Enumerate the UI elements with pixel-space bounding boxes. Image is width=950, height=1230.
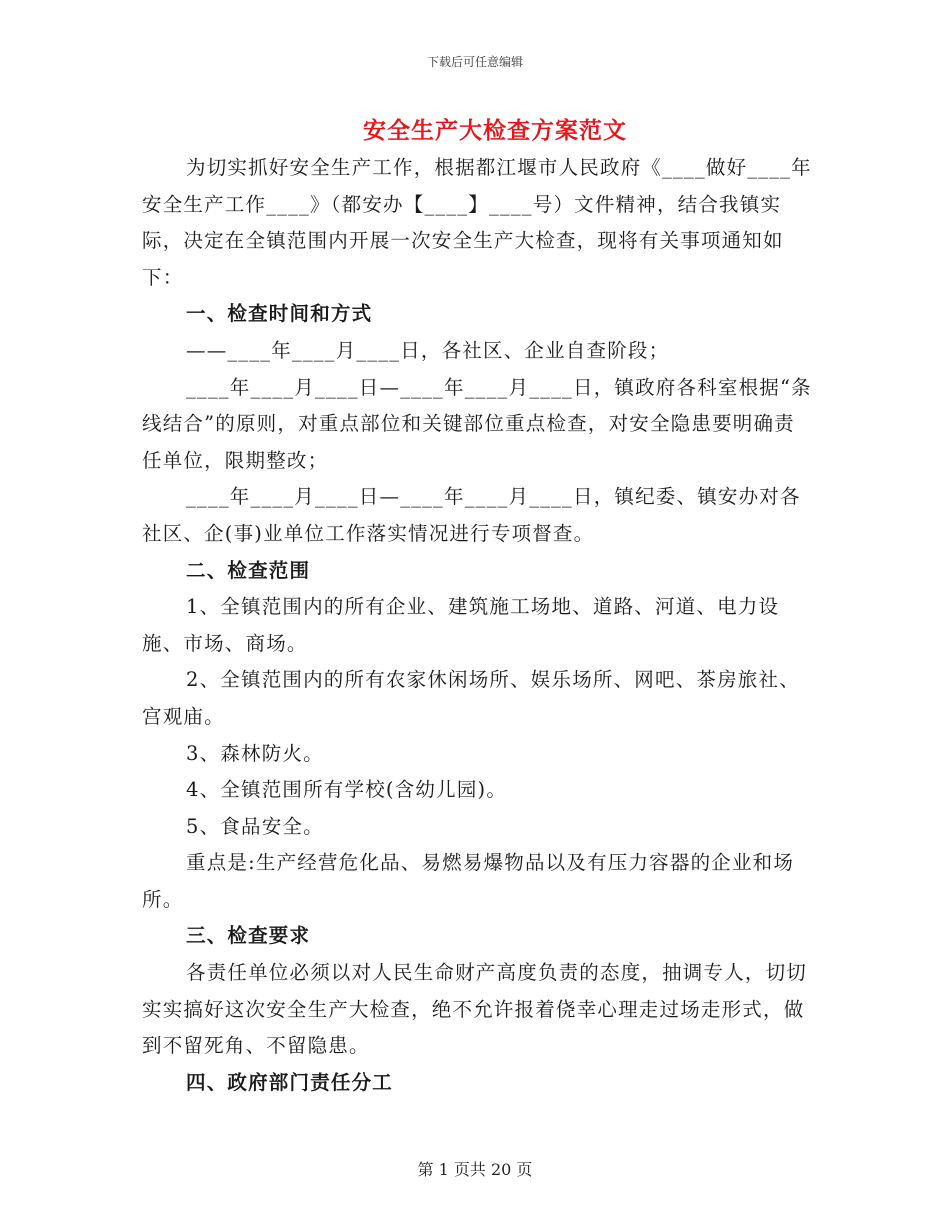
- page-number: 第 1 页共 20 页: [417, 1160, 533, 1179]
- paragraph-requirements: 各责任单位必须以对人民生命财产高度负责的态度，抽调专人，切切实实搞好这次安全生产大检查，绝不允许报着侥幸心理走过场走形式，做到不留死角、不留隐患。: [142, 961, 808, 1058]
- scope-focus: 重点是:生产经营危化品、易燃易爆物品以及有压力容器的企业和场所。: [142, 851, 795, 911]
- section-heading-requirements: 三、检查要求: [186, 924, 311, 948]
- scope-item: 4、全镇范围所有学校(含幼儿园)。: [186, 778, 508, 802]
- paragraph-self-check: ——____年____月____日，各社区、企业自查阶段；: [186, 338, 670, 362]
- scope-item: 2、全镇范围内的所有农家休闲场所、娱乐场所、网吧、茶房旅社、宫观庙。: [142, 668, 800, 728]
- document-body: [142, 150, 812, 1101]
- section-heading-time: 一、检查时间和方式: [186, 302, 373, 326]
- paragraph-key-check: ____年____月____日—____年____月____日，镇政府各科室根据“条线结合”的原则，对重点部位和关键部位重点检查，对安全隐患要明确责任单位，限期整改；: [142, 375, 812, 472]
- scope-item: 1、全镇范围内的所有企业、建筑施工场地、道路、河道、电力设施、市场、商场。: [142, 595, 780, 655]
- section-heading-scope: 二、检查范围: [186, 558, 311, 582]
- intro-paragraph: 为切实抓好安全生产工作，根据都江堰市人民政府《____做好____年安全生产工作____》（都安办【____】____号）文件精神，结合我镇实际，决定在全镇范围内开展一次安全生产大检查，现将有关事项通知如下：: [142, 156, 812, 289]
- paragraph-supervision: ____年____月____日—____年____月____日，镇纪委、镇安办对各社区、企(事)业单位工作落实情况进行专项督查。: [142, 485, 801, 545]
- document-title: 安全生产大检查方案范文: [363, 117, 627, 144]
- section-heading-responsibilities: 四、政府部门责任分工: [186, 1070, 394, 1094]
- scope-item: 5、食品安全。: [186, 814, 324, 838]
- header-note: 下载后可任意编辑: [426, 55, 523, 69]
- scope-item: 3、森林防火。: [186, 741, 324, 765]
